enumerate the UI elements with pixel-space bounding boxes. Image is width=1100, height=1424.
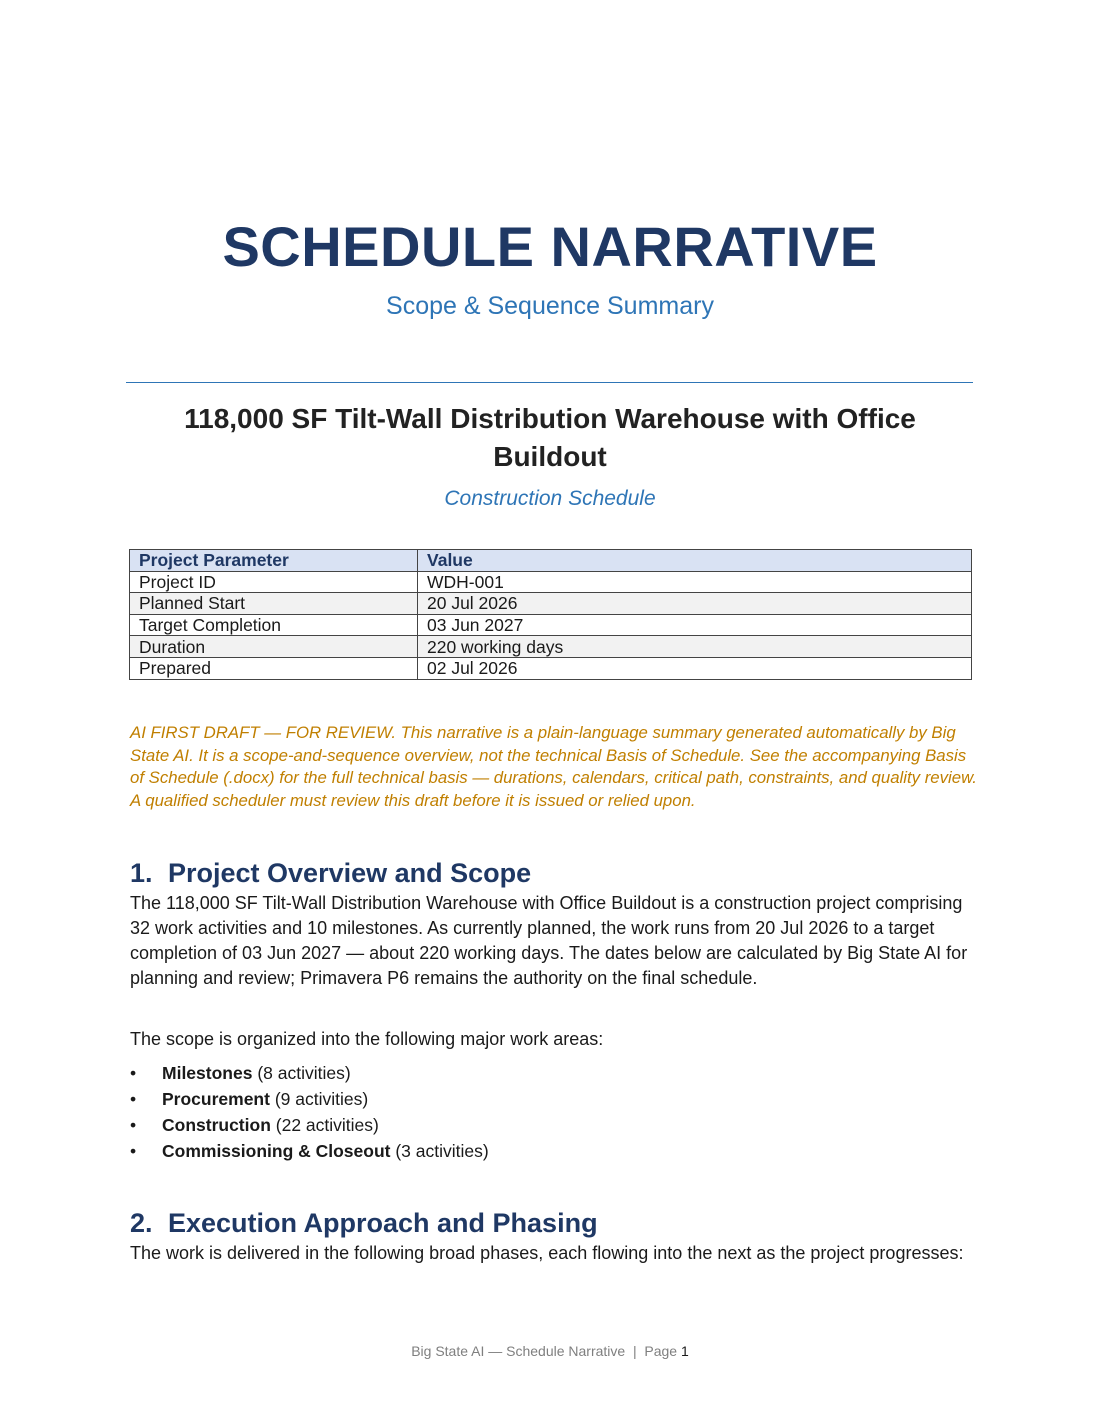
work-area-name: Commissioning & Closeout [162, 1141, 391, 1161]
bullet-icon: • [130, 1115, 137, 1135]
overview-paragraph: The 118,000 SF Tilt-Wall Distribution Warehouse with Office Buildout is a construction project comprising 32 work activities and 10 milestones. As currently planned, the work runs from 20 Jul 2026 to a target completion of 03 Jun 2027 — about 220 working days. The dates below are calculated by Big State AI for planning and review; Primavera P6 remains the authority on the final schedule. [130, 893, 968, 988]
section-title: Project Overview and Scope [168, 858, 532, 888]
parameter-label: Duration [130, 636, 418, 658]
parameter-value: 02 Jul 2026 [418, 657, 972, 679]
parameter-label: Prepared [130, 657, 418, 679]
document-subtitle: Scope & Sequence Summary [386, 292, 714, 320]
work-area-count: (9 activities) [274, 1089, 369, 1109]
parameter-label: Target Completion [130, 614, 418, 636]
bullet-icon: • [130, 1089, 137, 1109]
work-areas-list [130, 1060, 489, 1164]
section-heading-approach [130, 1206, 598, 1240]
section-number: 2. [130, 1208, 153, 1238]
project-name: 118,000 SF Tilt-Wall Distribution Warehouse with Office Buildout [184, 403, 916, 472]
work-area-name: Milestones [162, 1063, 253, 1083]
column-header-value: Value [418, 550, 972, 572]
list-item [130, 1138, 489, 1164]
table-row [130, 614, 972, 636]
work-area-count: (3 activities) [395, 1141, 489, 1161]
work-area-name: Construction [162, 1115, 271, 1135]
bullet-icon: • [130, 1063, 137, 1083]
project-subtitle: Construction Schedule [444, 487, 656, 510]
section-heading-overview [130, 856, 531, 890]
title-divider [126, 382, 973, 383]
table-row [130, 593, 972, 615]
scope-intro-paragraph: The scope is organized into the following major work areas: [130, 1029, 604, 1049]
section-number: 1. [130, 858, 153, 888]
parameter-value: 220 working days [418, 636, 972, 658]
table-row [130, 657, 972, 679]
table-row [130, 571, 972, 593]
document-title: SCHEDULE NARRATIVE [222, 215, 878, 278]
work-area-name: Procurement [162, 1089, 270, 1109]
parameter-value: 20 Jul 2026 [418, 593, 972, 615]
page-footer [0, 1341, 1100, 1361]
column-header-parameter: Project Parameter [130, 550, 418, 572]
project-parameters-table [129, 549, 972, 680]
work-area-count: (22 activities) [275, 1115, 379, 1135]
ai-draft-disclaimer: AI FIRST DRAFT — FOR REVIEW. This narrative is a plain-language summary generated automatically by Big State AI. It is a scope-and-sequence overview, not the technical Basis of Schedule. See the accompanying Basis of Schedule (.docx) for the full technical basis — durations, calendars, critical path, constraints, and quality review. A qualified scheduler must review this draft before it is issued or relied upon. [130, 723, 977, 810]
list-item [130, 1086, 489, 1112]
bullet-icon: • [130, 1141, 137, 1161]
parameter-value: WDH-001 [418, 571, 972, 593]
parameter-label: Project ID [130, 571, 418, 593]
parameter-label: Planned Start [130, 593, 418, 615]
page-number: 1 [680, 1343, 689, 1359]
list-item [130, 1060, 489, 1086]
table-row [130, 636, 972, 658]
approach-paragraph: The work is delivered in the following broad phases, each flowing into the next as the project progresses: [130, 1243, 964, 1263]
table-header-row [130, 550, 972, 572]
footer-text: Big State AI — Schedule Narrative | Page [411, 1343, 681, 1359]
list-item [130, 1112, 489, 1138]
section-title: Execution Approach and Phasing [168, 1208, 598, 1238]
parameter-value: 03 Jun 2027 [418, 614, 972, 636]
work-area-count: (8 activities) [257, 1063, 351, 1083]
